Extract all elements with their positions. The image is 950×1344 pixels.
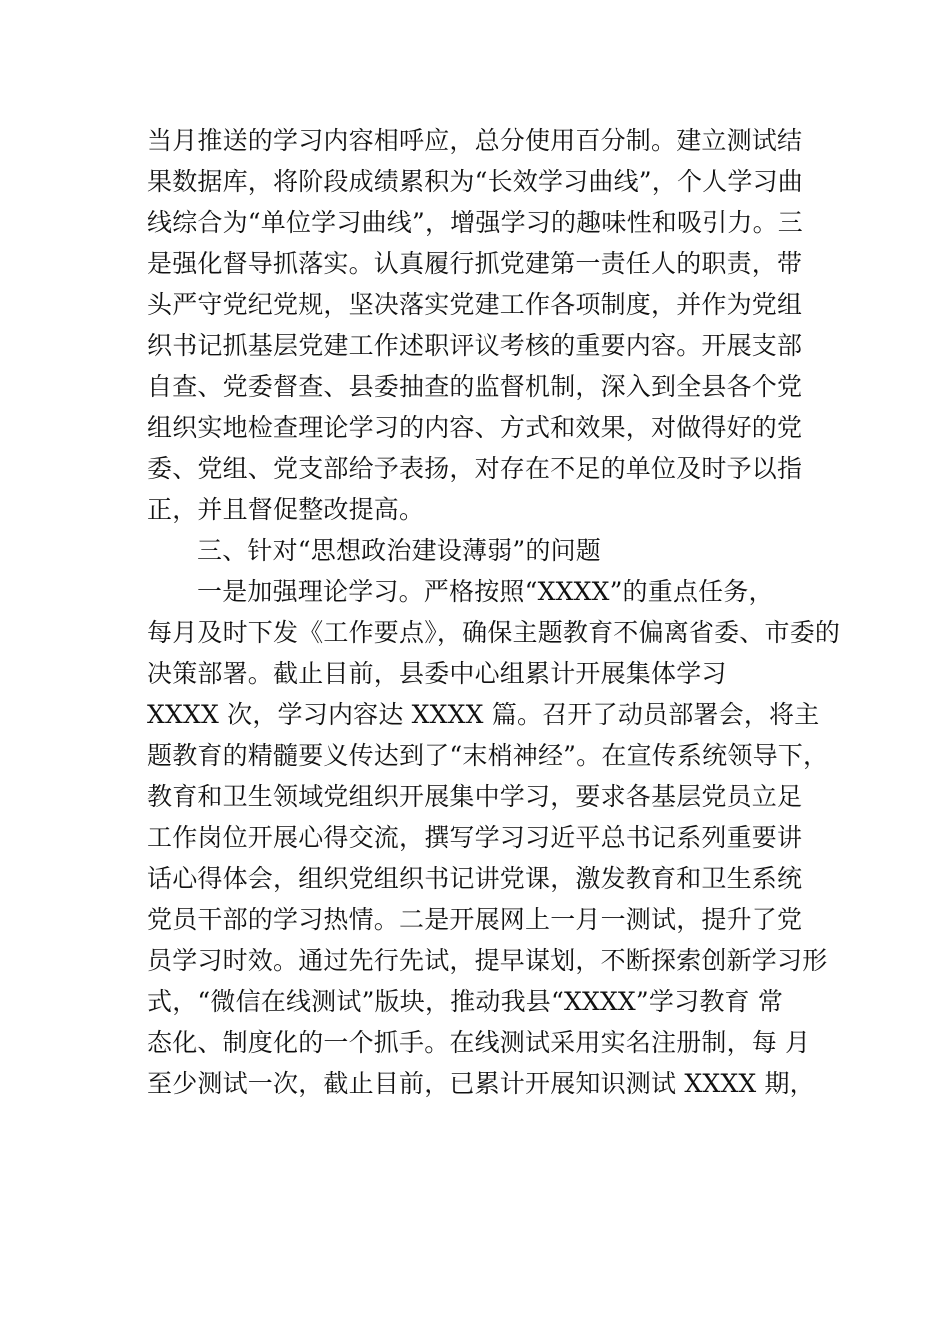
paragraph-line: 题教育的精髓要义传达到了“末梢神经”。在宣传系统领导下， <box>147 741 829 770</box>
paragraph-line: 头严守党纪党规，坚决落实党建工作各项制度，并作为党组 <box>147 290 803 319</box>
paragraph-line: 委、党组、党支部给予表扬，对存在不足的单位及时予以指 <box>147 454 803 483</box>
paragraph-line: 至少测试一次，截止目前，已累计开展知识测试 XXXX 期， <box>147 1069 815 1098</box>
paragraph-line: 教育和卫生领域党组织开展集中学习，要求各基层党员立足 <box>147 782 803 811</box>
paragraph-line: 工作岗位开展心得交流，撰写学习习近平总书记系列重要讲 <box>147 823 803 852</box>
paragraph-line: 话心得体会，组织党组织书记讲党课，激发教育和卫生系统 <box>147 864 803 893</box>
paragraph-line: 态化、制度化的一个抓手。在线测试采用实名注册制，每 月 <box>147 1028 811 1057</box>
paragraph-line: 组织实地检查理论学习的内容、方式和效果，对做得好的党 <box>147 413 803 442</box>
paragraph-line: 当月推送的学习内容相呼应，总分使用百分制。建立测试结 <box>147 126 803 155</box>
paragraph-line: 自查、党委督查、县委抽查的监督机制，深入到全县各个党 <box>147 372 803 401</box>
paragraph-line: 线综合为“单位学习曲线”，增强学习的趣味性和吸引力。三 <box>147 208 803 237</box>
paragraph-line: 果数据库，将阶段成绩累积为“长效学习曲线”，个人学习曲 <box>147 167 803 196</box>
paragraph-line: 式，“微信在线测试”版块，推动我县“XXXX”学习教育 常 <box>147 987 784 1016</box>
paragraph-line: 每月及时下发《工作要点》，确保主题教育不偏离省委、市委的 <box>147 618 841 647</box>
section-heading: 三、针对“思想政治建设薄弱”的问题 <box>197 536 601 565</box>
paragraph-line: 是强化督导抓落实。认真履行抓党建第一责任人的职责，带 <box>147 249 803 278</box>
paragraph-line: 一是加强理论学习。严格按照“XXXX”的重点任务， <box>197 577 774 606</box>
paragraph-line: XXXX 次，学习内容达 XXXX 篇。召开了动员部署会，将主 <box>147 700 820 729</box>
paragraph-line: 正，并且督促整改提高。 <box>147 495 425 524</box>
paragraph-line: 员学习时效。通过先行先试，提早谋划，不断探索创新学习形 <box>147 946 828 975</box>
paragraph-line: 党员干部的学习热情。二是开展网上一月一测试，提升了党 <box>147 905 803 934</box>
paragraph-line: 决策部署。截止目前，县委中心组累计开展集体学习 <box>147 659 727 688</box>
paragraph-line: 织书记抓基层党建工作述职评议考核的重要内容。开展支部 <box>147 331 803 360</box>
